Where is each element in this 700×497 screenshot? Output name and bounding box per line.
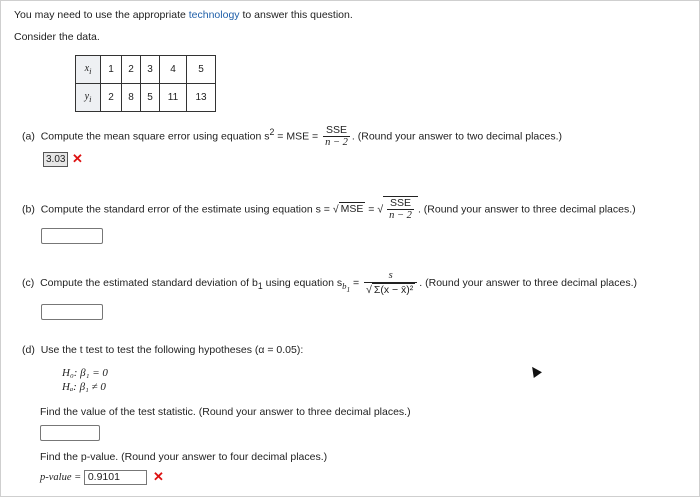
table-cell: 1	[101, 56, 122, 84]
fraction: $\frac{\text{SSE}}{n - 2}$	[389, 197, 412, 221]
x-header: $x_i$	[76, 56, 101, 84]
table-cell: 8	[122, 84, 141, 112]
alt-hypothesis: Hₐ: β₁ ≠ 0	[62, 381, 106, 393]
p-value-input[interactable]: 0.9101	[84, 470, 147, 485]
table-cell: 4	[160, 56, 187, 84]
part-c-prompt: (c) Compute the estimated standard deviation of $b_1$ using equation $s_{b_1}$ = $\frac{s}{\text{√ Σ(x − x̄)²}}$ . (Round your answer to three decimal places.)	[22, 270, 637, 296]
part-c-input[interactable]	[41, 304, 103, 320]
incorrect-icon: ✕	[72, 151, 83, 166]
part-a-answer[interactable]: 3.03	[43, 152, 68, 167]
table-cell: 5	[141, 84, 160, 112]
data-table	[75, 55, 216, 112]
fraction: $\frac{\text{SSE}}{n - 2}$	[325, 124, 348, 148]
part-b-input[interactable]	[41, 228, 103, 244]
table-cell: 2	[101, 84, 122, 112]
table-cell: 5	[187, 56, 216, 84]
part-b-prompt: (b) Compute the standard error of the estimate using equation s = √ MSE = √ $\frac{\text{SSE}}{n - 2}$ . (Round your answer to three decimal places.)	[22, 197, 636, 221]
part-a-prompt: (a) Compute the mean square error using equation $s^2$ = MSE = $\frac{\text{SSE}}{n - 2}$ . (Round your answer to two decimal places.)	[22, 124, 562, 148]
table-cell: 11	[160, 84, 187, 112]
test-stat-input[interactable]	[40, 425, 100, 441]
null-hypothesis: H₀: β₁ = 0	[62, 367, 108, 379]
part-d-prompt: (d) Use the t test to test the following hypotheses (α = 0.05):	[22, 344, 304, 356]
table-cell: 2	[122, 56, 141, 84]
consider-text: Consider the data.	[14, 31, 100, 43]
intro-text: You may need to use the appropriate technology to answer this question.	[14, 9, 353, 21]
incorrect-icon: ✕	[153, 469, 164, 484]
p-value-row: p-value = 0.9101	[40, 470, 147, 485]
p-value-prompt: Find the p-value. (Round your answer to four decimal places.)	[40, 451, 328, 463]
table-cell: 3	[141, 56, 160, 84]
y-header: $y_i$	[76, 84, 101, 112]
fraction: $\frac{s}{\text{√ Σ(x − x̄)²}}$	[364, 270, 417, 296]
test-stat-prompt: Find the value of the test statistic. (Round your answer to three decimal places.)	[40, 406, 411, 418]
technology-link[interactable]: technology	[188, 9, 240, 21]
table-cell: 13	[187, 84, 216, 112]
